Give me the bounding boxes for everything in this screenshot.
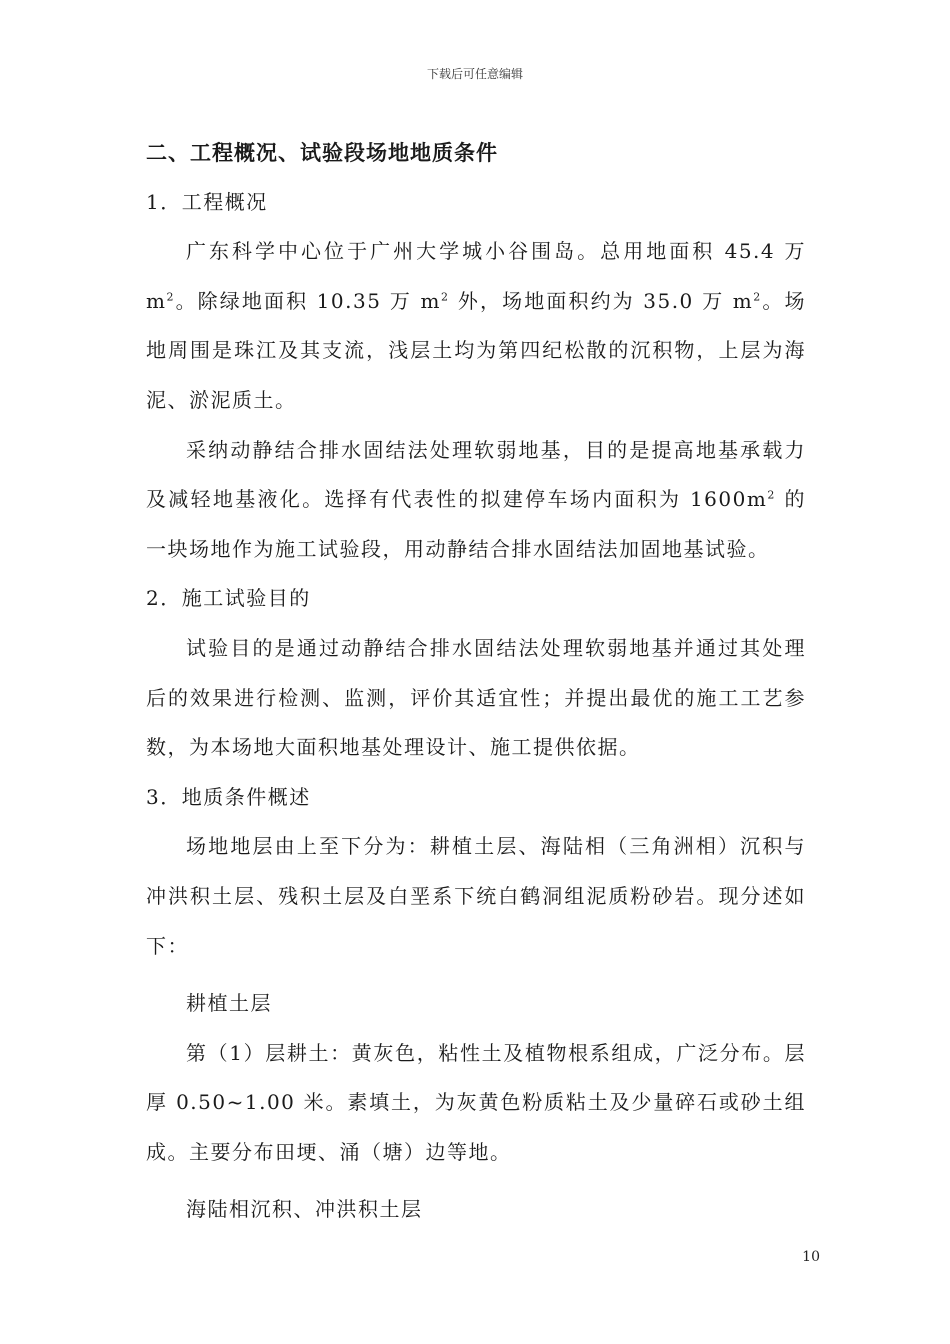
paragraph-geology-intro: 场地地层由上至下分为：耕植土层、海陆相（三角洲相）沉积与冲洪积土层、残积土层及白垩系下统白鹤洞组泥质粉砂岩。现分述如下： (146, 834, 806, 958)
paragraph-test-purpose: 试验目的是通过动静结合排水固结法处理软弱地基并通过其处理后的效果进行检测、监测，评价其适宜性；并提出最优的施工工艺参数，为本场地大面积地基处理设计、施工提供依据。 (146, 635, 806, 760)
heading-test-purpose: 2．施工试验目的 (146, 586, 311, 611)
superscript: 2 (440, 290, 450, 304)
paragraph-method (146, 426, 806, 575)
page-header-note: 下载后可任意编辑 (426, 67, 523, 81)
subheading-marine-deposits: 海陆相沉积、冲洪积土层 (186, 1197, 423, 1222)
superscript: 2 (166, 290, 175, 304)
text-segment: 。场地周围是珠江及其支流，浅层土均为第四纪松散的沉积物，上层为海泥、淤泥质土。 (146, 288, 806, 412)
text-segment: 广东科学中心位于广州大学城小谷围岛。总用地面积 45.4 万 m (146, 239, 806, 313)
paragraph-topsoil: 第（1）层耕土：黄灰色，粘性土及植物根系组成，广泛分布。层厚 0.50~1.00 米。素填土，为灰黄色粉质粘土及少量碎石或砂土组成。主要分布田埂、涌（塘）边等地。 (146, 1040, 806, 1164)
document-body (146, 128, 806, 1235)
subheading-topsoil: 耕植土层 (186, 991, 272, 1016)
spacer (146, 971, 806, 979)
text-segment: 外，场地面积约为 35.0 万 m (449, 288, 754, 313)
text-segment: 的一块场地作为施工试验段，用动静结合排水固结法加固地基试验。 (146, 487, 806, 561)
section-title: 二、工程概况、试验段场地地质条件 (146, 140, 498, 165)
page-number: 10 (802, 1249, 820, 1265)
spacer (146, 1177, 806, 1185)
heading-project-overview: 1．工程概况 (146, 189, 268, 214)
text-segment: 。除绿地面积 10.35 万 m (174, 288, 441, 313)
paragraph-project-overview (146, 227, 806, 425)
text-segment: 采纳动静结合排水固结法处理软弱地基，目的是提高地基承载力及减轻地基液化。选择有代表性的拟建停车场内面积为 1600m (146, 437, 806, 512)
heading-geology: 3．地质条件概述 (146, 784, 311, 809)
superscript: 2 (753, 290, 762, 304)
superscript: 2 (767, 488, 776, 502)
